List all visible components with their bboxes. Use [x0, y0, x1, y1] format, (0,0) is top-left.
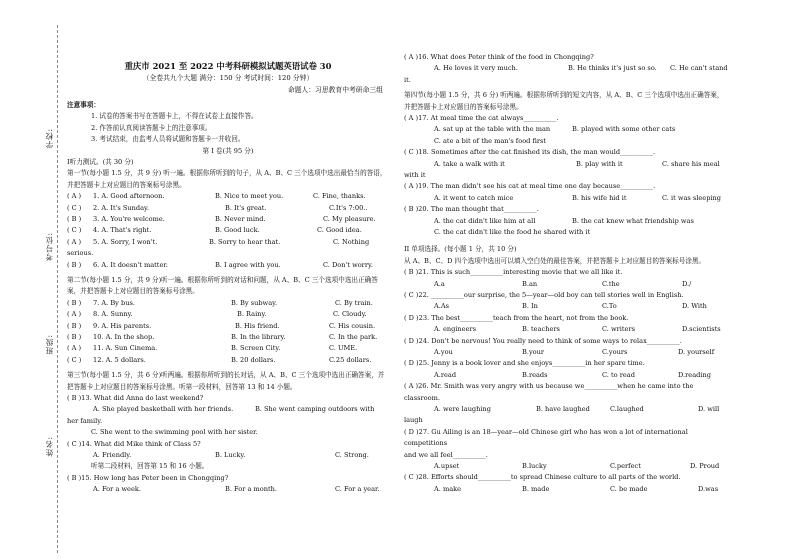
- answer-mark: ( A ): [67, 192, 82, 201]
- option-c: C.25 dollars.: [329, 355, 372, 364]
- option-c: C. She went to the swimming pool with her sister.: [91, 428, 258, 437]
- question-stem: ( D )24. Don't be nervous! You really need to think of some ways to relax__________.: [404, 336, 682, 345]
- option-c: C.laughed: [610, 405, 644, 414]
- option-b: B. made: [522, 484, 550, 493]
- answer-mark: ( B ): [67, 298, 82, 307]
- option-b: B. the cat knew what friendship was: [572, 216, 694, 225]
- question-continuation: and we all feel__________.: [404, 450, 488, 459]
- option-b: B.lucky: [522, 462, 547, 471]
- option-a: 4. A. That's right.: [93, 226, 152, 235]
- question-row: [404, 159, 726, 170]
- question-row: [67, 225, 389, 236]
- option-c: C. the cat didn't like the food he shared with it: [434, 228, 591, 237]
- option-d: D. yourself: [678, 348, 715, 357]
- option-c: C. Good idea.: [317, 226, 362, 235]
- option-d: D.was: [698, 484, 719, 493]
- listening-section2-instructions: 第二节(每小题 1.5 分，共 9 分)听一遍。根据你所听到的对话和问题，从 A、B、C 三个选项中选出正确答案，并把答题卡上对应题目的答案标号涂黑。: [67, 276, 378, 296]
- question-stem: ( D )23. The best__________teach from the heart, not from the book.: [404, 313, 629, 322]
- paper1-heading: 第 I 卷(共 95 分): [202, 146, 254, 155]
- school-label: 学校:: [45, 128, 54, 149]
- option-b: B. 20 dollars.: [231, 355, 276, 364]
- single-choice-heading: II 单项选择。(每小题 1 分，共 10 分): [404, 245, 517, 254]
- answer-mark: ( B ): [67, 215, 82, 224]
- question-row: [404, 216, 726, 227]
- question-row: [67, 450, 389, 461]
- answer-mark: ( C ): [67, 203, 82, 212]
- note-item: 1. 试卷的答案书写在答题卡上，不得在试卷上直接作答。: [91, 112, 258, 121]
- option-a: 6. A. It doesn't matter.: [93, 260, 168, 269]
- question-row: [404, 63, 726, 74]
- option-c: C. ate a bit of the man's food first: [434, 136, 547, 145]
- option-a: A. the cat didn't like him at all: [434, 216, 536, 225]
- option-a: A.As: [434, 302, 450, 311]
- option-c: C. By train.: [335, 298, 373, 307]
- exam-author: 命题人：习思教育中考研命三组: [287, 86, 383, 94]
- question-stem: ( D )25. Jenny is a book lover and she enjoys__________in her spare time.: [404, 359, 645, 368]
- question-row: [67, 404, 389, 415]
- option-d: D.scientists: [682, 325, 721, 334]
- option-b: B. It's great.: [225, 203, 267, 212]
- option-c: C. be made: [610, 484, 648, 493]
- option-b: B. Sorry to hear that.: [209, 237, 281, 246]
- option-b: B. He thinks it's just so so.: [568, 64, 657, 73]
- option-a: 3. A. You're welcome.: [93, 215, 165, 224]
- question-row: [67, 298, 389, 309]
- option-b: B. Nice to meet you.: [215, 192, 284, 201]
- question-row: [404, 301, 726, 312]
- option-b: B. Good luck.: [215, 226, 260, 235]
- notes-heading: 注意事项：: [67, 101, 100, 109]
- listening-section3-instructions: 第三节(每小题 1.5 分，共 6 分)听两遍。根据你所听到的长对话，从 A、B、C 三个选项中选出正确答案，并把答题卡上对应题目的答案标号涂黑。听第一段材料，回答第 13 和 14 小题。: [67, 371, 385, 391]
- question-stem: ( C )28. Efforts should__________to spread Chinese culture to all parts of the world.: [404, 473, 681, 482]
- question-stem: ( C )22. __________our surprise, the 5—year—old boy can tell stories well in English.: [404, 291, 684, 300]
- option-a: A. Friendly.: [93, 450, 132, 459]
- option-c: C. For a year.: [335, 485, 380, 494]
- question-row: [404, 279, 726, 290]
- answer-mark: ( C ): [67, 226, 82, 235]
- option-b: B.reads: [522, 370, 548, 379]
- answer-mark: ( B ): [67, 260, 82, 269]
- option-c: C. My pleasure.: [323, 215, 376, 224]
- option-b: B. For a month.: [225, 485, 277, 494]
- option-b: B. Rainy.: [237, 310, 267, 319]
- question-row: [404, 370, 726, 381]
- question-stem: ( A )19. The man didn't see his cat at meal time one day because__________.: [404, 182, 656, 191]
- option-c: C. to read: [602, 370, 635, 379]
- option-c: C. Don't worry.: [323, 260, 373, 269]
- option-d: D. With: [682, 302, 707, 311]
- option-b: B. Screen City.: [231, 344, 281, 353]
- option-c: C. share his meal: [662, 159, 720, 168]
- question-row: [404, 124, 726, 135]
- exam-subtitle: （全卷共九个大题 满分：150 分 考试时间：120 分钟）: [142, 74, 314, 82]
- name-label: 姓名:: [45, 436, 54, 457]
- exam-title: 重庆市 2021 至 2022 中考科研模拟试题英语试卷 30: [124, 61, 332, 71]
- option-c: C. Strong.: [335, 450, 369, 459]
- option-b: B. played with some other cats: [572, 125, 676, 134]
- listening-section1-instructions: 第一节(每小题 1.5 分，共 9 分) 听一遍。根据你所听到的句子，从 A、B、C 三个选项中选出最恰当的答语，并把答题卡上对应题目的答案标号涂黑。: [67, 169, 387, 189]
- option-c: C. In the park.: [329, 332, 378, 341]
- option-b: B. teachers: [522, 325, 560, 334]
- question-row: [67, 191, 389, 202]
- option-d: D./: [682, 279, 692, 288]
- question-row: [67, 484, 389, 495]
- binding-line: [57, 25, 58, 553]
- option-b: B. Lucky.: [215, 450, 246, 459]
- option-a: 2. A. It's Sunday.: [93, 203, 149, 212]
- option-c: C. Fine, thanks.: [313, 192, 366, 201]
- option-a: A. She played basketball with her friends.: [93, 405, 234, 414]
- option-a: A. were laughing: [434, 405, 491, 414]
- note-item: 3. 考试结束，由监考人员将试题和答题卡一并收回。: [91, 135, 245, 144]
- question-row: [67, 355, 389, 366]
- option-c: C. it was sleeping: [662, 193, 722, 202]
- question-row: [67, 214, 389, 225]
- option-a: A.upset: [434, 462, 460, 471]
- question-row: [67, 203, 389, 214]
- question-row: [67, 332, 389, 343]
- option-c: C.It's 7:00..: [329, 203, 368, 212]
- question-stem: ( B )15. How long has Peter been in Chongqing?: [67, 473, 229, 482]
- exam-room-label: 考号位:: [45, 232, 54, 262]
- listening-section3-part2: 听第二段材料，回答第 15 和 16 小题。: [91, 462, 209, 471]
- option-a: A. it went to catch mice: [434, 193, 514, 202]
- answer-mark: ( C ): [67, 355, 82, 364]
- question-row: [404, 324, 726, 335]
- answer-mark: ( B ): [67, 332, 82, 341]
- option-a: 10. A. In the shop.: [93, 332, 155, 341]
- wrapped-text: it.: [404, 75, 411, 84]
- option-a: A.a: [434, 279, 445, 288]
- right-column: [404, 52, 726, 495]
- answer-mark: ( A ): [67, 310, 82, 319]
- option-c: C. Cloudy.: [333, 310, 367, 319]
- option-b: B. His friend.: [235, 321, 280, 330]
- option-b: B. She went camping outdoors with: [255, 405, 375, 414]
- option-a: 5. A. Sorry, I won't.: [93, 237, 158, 246]
- question-row: [404, 484, 726, 495]
- option-a: A. For a week.: [93, 485, 141, 494]
- option-c: C. writers: [602, 325, 635, 334]
- wrapped-text: serious.: [67, 249, 94, 258]
- option-a: 11. A. Sun Cinema.: [93, 344, 158, 353]
- option-a: A. sat up at the table with the man: [434, 125, 551, 134]
- class-label: 班级:: [45, 334, 54, 355]
- option-b: B.your: [522, 348, 545, 357]
- question-stem: ( D )27. Gu Ailing is an 18—year—old Chinese girl who has won a lot of international: [404, 427, 688, 436]
- question-stem: ( A )17. At meal time the cat always__________.: [404, 114, 559, 123]
- option-b: B.an: [522, 279, 538, 288]
- wrapped-text: competitions: [404, 439, 448, 448]
- option-d: D. will: [698, 405, 720, 414]
- option-b: B. By subway.: [231, 298, 278, 307]
- option-d: D. Proud: [690, 462, 720, 471]
- question-row: [67, 260, 389, 271]
- option-b: B. In the library.: [231, 332, 286, 341]
- question-stem: ( C )14. What did Mike think of Class 5?: [67, 439, 201, 448]
- note-item: 2. 作答前认真阅读答题卡上的注意事项。: [91, 123, 212, 132]
- binding-margin: [0, 0, 58, 560]
- listening-section4-instructions: 第四节(每小题 1.5 分，共 6 分) 听两遍。根据你所听到的短文内容，从 A、B、C 三个选项中选出正确答案，并把答题卡上对应题目的答案标号涂黑。: [404, 91, 724, 111]
- option-b: B. have laughed: [536, 405, 590, 414]
- question-row: [404, 193, 726, 204]
- option-c: C. His cousin.: [329, 321, 376, 330]
- option-a: 1. A. Good afternoon.: [93, 192, 165, 201]
- option-a: 9. A. His parents.: [93, 321, 152, 330]
- option-c: C.the: [602, 279, 620, 288]
- option-a: 8. A. Sunny.: [93, 310, 133, 319]
- question-row: [67, 343, 389, 354]
- question-row: [67, 237, 389, 248]
- wrapped-text: classroom.: [404, 393, 440, 402]
- question-row: [404, 404, 726, 415]
- question-stem: ( B )13. What did Anna do last weekend?: [67, 393, 204, 402]
- question-stem: ( B )21. This is such__________interesting movie that we all like it.: [404, 268, 623, 277]
- question-stem: ( C )18. Sometimes after the cat finished its dish, the man would__________.: [404, 148, 656, 157]
- option-b: B. play with it: [576, 159, 623, 168]
- option-a: A. take a walk with it: [434, 159, 505, 168]
- option-c: C. Nothing: [333, 237, 370, 246]
- option-c: C.To: [602, 302, 617, 311]
- answer-mark: ( A ): [67, 237, 82, 246]
- option-c: C. He can't stand: [670, 64, 728, 73]
- listening-heading: I听力测试。(共 30 分): [67, 158, 134, 167]
- option-b: B. his wife hid it: [572, 193, 627, 202]
- answer-mark: ( B ): [67, 321, 82, 330]
- answer-mark: ( A ): [67, 344, 82, 353]
- question-row: [67, 321, 389, 332]
- question-stem: ( B )20. The man thought that__________.: [404, 205, 539, 214]
- question-stem: ( A )26. Mr. Smith was very angry with us because we__________when he came into the: [404, 382, 694, 391]
- option-b: B. In: [522, 302, 538, 311]
- question-row: [404, 461, 726, 472]
- option-a: A. He loves it very much.: [434, 64, 518, 73]
- option-b: B. I agree with you.: [215, 260, 281, 269]
- question-row: [67, 309, 389, 320]
- question-row: [404, 347, 726, 358]
- question-stem: ( A )16. What does Peter think of the food in Chongqing?: [404, 53, 594, 61]
- option-c: C.yours: [602, 348, 628, 357]
- wrapped-text: laugh: [404, 416, 423, 425]
- option-b: B. Never mind.: [215, 215, 266, 224]
- option-a: A.you: [434, 348, 453, 357]
- single-choice-instructions: 从 A、B、C、D 四个选项中选出可以填入空白处的最佳答案，并把答题卡上对应题目的答案标号涂黑。: [404, 256, 706, 265]
- option-d: D.reading: [678, 370, 711, 379]
- option-c: C.perfect: [610, 462, 641, 471]
- left-column: [67, 58, 389, 496]
- option-a: A. make: [434, 484, 462, 493]
- option-a: 7. A. By bus.: [93, 298, 135, 307]
- wrapped-text: her family.: [67, 416, 103, 425]
- option-c: C. UME.: [329, 344, 358, 353]
- option-a: 12. A. 5 dollars.: [93, 355, 146, 364]
- wrapped-text: with it: [404, 171, 426, 180]
- option-a: A. engineers: [434, 325, 477, 334]
- option-a: A.read: [434, 370, 457, 379]
